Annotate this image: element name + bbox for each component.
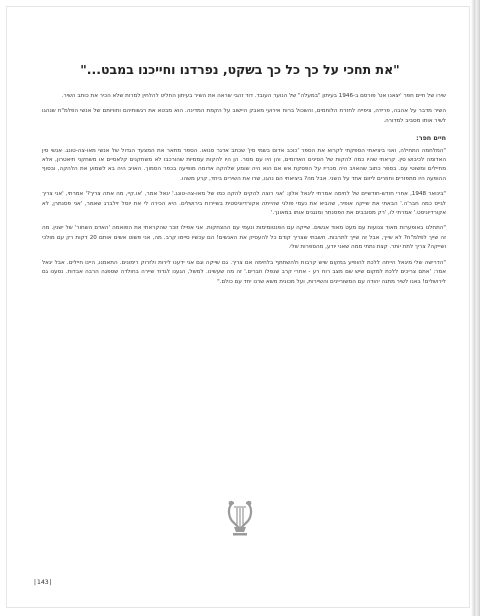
- page-title: "את תחכי על כך כל כך בשקט, נפרדנו וחייכנו במבט...": [80, 62, 400, 77]
- quote-paragraph-3: "התחלנו באופערות מאוד צנועות עם מעט מאוד אנשים. שייקה עם הפנטומימות ונעמי עם ההצחקות. אני אפילו זוכר שהקראתי את הפואמה 'האדם השחור' של ישנין. מה זה שייך לפלמ"ח? לא שייך, אבל זה שייך לתרבות. חשבתי שצריך קודם כל להעסיק את האנשים! הם עכשיו סיימו קרב. מה, אני פשוט אשים אותם 20 דקות רק עם מולכי ושייקה? צריך לתת יותר. קצת נתתי ממה שאני יודע, מהספרות שלי.: [42, 225, 447, 251]
- lyre-icon: [224, 498, 256, 538]
- intro-paragraph-1: שירו של חיים חפר 'יצאנו אט' פורסם ב-1946 בעיתון "במעלה" של הנוער העובד. דוד זהבי שראה את השיר בעיתון החליט להלחין למרות שלא הכיר את כותב השיר.: [61, 93, 446, 99]
- article-body: [42, 92, 446, 293]
- section-heading: חיים חפר:: [416, 134, 446, 143]
- quote-paragraph-2: "בינואר 1948, אחרי חודש-חודשיים של לחימה אמרתי ליגאל אלון: 'אני רוצה להקים להקה כמו של מאו-צה-טונג.' יגאל אמר, 'או.קיי, מה אתה צריך?' אמרתי, 'אני צריך לגייס כמה חבר'ה.' הבאתי את שייקה אופיר, שהביא את נעמי פולני שהייתה אקורדיוניסטית בשיירות בירושלים. היא הכירה לי את יוסל זילברג שאמר, 'אני פסנתרן, לא אקורדיוניסט.' אמרתי לו, 'רק מסובבים את הפסנתר ומנגנים אותו במאונך.': [42, 191, 446, 217]
- intro-paragraph-2: השיר מדבר על אהבה, פרידה, ציפייה לחזרת הלוחמים, והשכול ברוח אירועי מאבק היישוב על הקמת המדינה. הוא מבטא את רגשותיהם וחוויותם של אנשי הפלמ"ח שנהגו לשיר אותו מסביב למדורה.: [42, 108, 446, 124]
- page-number: |143|: [33, 578, 53, 586]
- page-edge-shadow: [471, 0, 480, 616]
- quote-paragraph-1: "המלחמה התחילה, ואני ביציאתי הספקתי לקרוא את הספר 'כוכב אדום בשמי סין' שכתב אדגר סנואו. הספר מתאר את המצעד הגדול של אנשי מאו-צה-טונג. אנשי סין האדומה לכיבוש סין. קראתי שהיו כמה להקות של הסינים האדומים, והן היו עם מסר. הן היו להקות עממיות שהורכבו לא משחקנים קלאסיים או משחקני תיאטרון, אלא מחיילים ומשוטי עם. בספר כתוב שהאויב היה מכריז על הפסקת אש אם הוא היה שומע שלהקה אדומה מופיעה בכפר הסמוך. האויב היה בא לשמוע את הלהקה, ובסוף ההופעה היו מתפזרים וחוזרים ליזום אחד על השני. אבל מה? ביציאתי הם נהגו, שרו את השירים ביחד, קרע משהו.: [42, 147, 446, 182]
- quote-paragraph-4: "הדרישה שלי מיגאל הייתה ללכת להופיע במקום שיש קרבות ולהשתתף בלחימה אם צריך. גם שייקה וגם אני ידענו לירות ולזרוק רימונים. התאמנו, היינו חיילים. אבל יגאל אמר: 'אתם צריכים ללכת למקום שיש שם מצב רוח רע - אחרי קרב שנפלו חברים.' זה מה שעשינו. למשל, הגענו לגדוד שיירה בחולדה שספגה הרבה אבדות. נסענו גם לירושלים! באנו לשיר מתנה יהודה עם המשוריינים והשיירות, ועל מכונית משא שרנו יחד עם כולם.": [42, 259, 446, 285]
